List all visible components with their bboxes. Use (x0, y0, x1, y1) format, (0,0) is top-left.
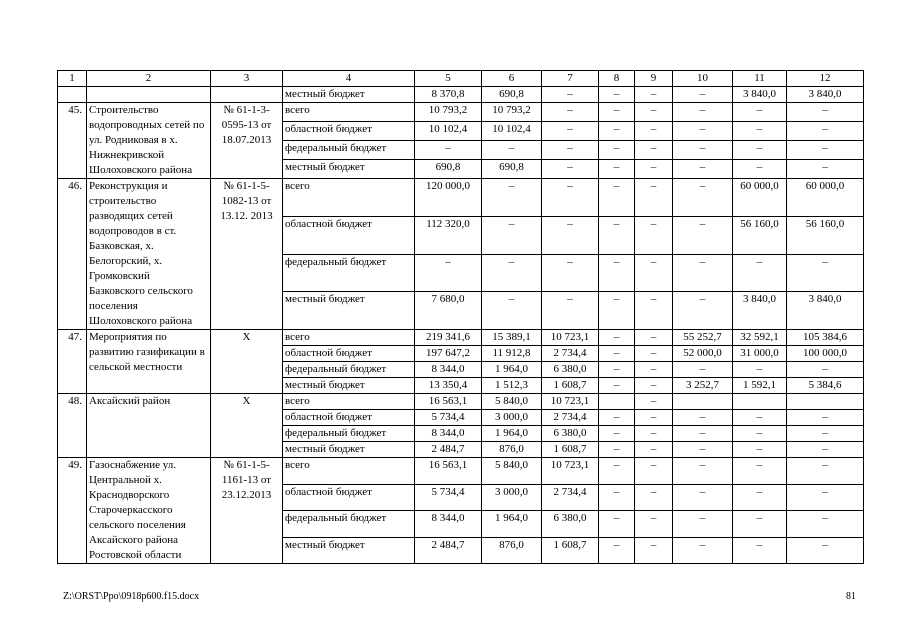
funding-source-cell: местный бюджет (283, 160, 415, 179)
value-cell: – (599, 484, 635, 511)
value-cell: – (635, 394, 673, 410)
document-cell (211, 87, 283, 103)
value-cell: 16 563,1 (415, 458, 482, 485)
object-name-cell: Аксайский район (87, 394, 211, 458)
value-cell: 8 344,0 (415, 362, 482, 378)
value-cell: – (787, 103, 864, 122)
column-header: 12 (787, 71, 864, 87)
value-cell: – (673, 410, 733, 426)
value-cell: – (599, 511, 635, 538)
value-cell: – (542, 87, 599, 103)
value-cell: – (599, 87, 635, 103)
value-cell: – (673, 292, 733, 330)
value-cell: – (733, 122, 787, 141)
value-cell: 8 344,0 (415, 511, 482, 538)
column-header: 7 (542, 71, 599, 87)
value-cell: 56 160,0 (733, 216, 787, 254)
value-cell: – (542, 141, 599, 160)
column-header: 2 (87, 71, 211, 87)
value-cell: – (635, 122, 673, 141)
funding-source-cell: местный бюджет (283, 537, 415, 564)
value-cell (733, 394, 787, 410)
value-cell: – (542, 216, 599, 254)
value-cell: – (482, 216, 542, 254)
value-cell: – (635, 537, 673, 564)
object-name-cell (87, 87, 211, 103)
column-header: 3 (211, 71, 283, 87)
row-number-cell: 48. (58, 394, 87, 458)
value-cell: 10 793,2 (482, 103, 542, 122)
value-cell: – (635, 216, 673, 254)
value-cell: 2 734,4 (542, 410, 599, 426)
value-cell: 1 512,3 (482, 378, 542, 394)
value-cell: 3 000,0 (482, 410, 542, 426)
value-cell: – (733, 362, 787, 378)
document-cell: № 61-1-5-1082-13 от 13.12. 2013 (211, 179, 283, 330)
value-cell: 1 608,7 (542, 537, 599, 564)
value-cell: 1 964,0 (482, 426, 542, 442)
funding-source-cell: всего (283, 179, 415, 217)
value-cell: – (733, 141, 787, 160)
value-cell (673, 394, 733, 410)
value-cell: – (599, 179, 635, 217)
value-cell: – (599, 346, 635, 362)
funding-source-cell: областной бюджет (283, 484, 415, 511)
funding-source-cell: федеральный бюджет (283, 511, 415, 538)
value-cell: – (787, 484, 864, 511)
table-row (58, 179, 864, 217)
value-cell: – (733, 160, 787, 179)
object-name-cell: Строительство водопроводных сетей по ул. Родниковая в х. Нижнекривской Шолоховского района (87, 103, 211, 179)
value-cell: – (787, 141, 864, 160)
value-cell: 2 734,4 (542, 346, 599, 362)
value-cell: 3 840,0 (733, 292, 787, 330)
value-cell: – (482, 292, 542, 330)
funding-source-cell: местный бюджет (283, 378, 415, 394)
value-cell: 1 964,0 (482, 362, 542, 378)
value-cell: – (415, 141, 482, 160)
value-cell: 3 840,0 (733, 87, 787, 103)
value-cell: 120 000,0 (415, 179, 482, 217)
object-name-cell: Мероприятия по развитию газификации в сельской местности (87, 330, 211, 394)
value-cell: 876,0 (482, 442, 542, 458)
value-cell: 8 344,0 (415, 426, 482, 442)
column-header: 8 (599, 71, 635, 87)
column-header: 1 (58, 71, 87, 87)
value-cell: – (733, 410, 787, 426)
value-cell: 60 000,0 (733, 179, 787, 217)
value-cell: 60 000,0 (787, 179, 864, 217)
funding-source-cell: местный бюджет (283, 292, 415, 330)
value-cell: – (599, 378, 635, 394)
value-cell: – (599, 330, 635, 346)
value-cell: – (733, 484, 787, 511)
value-cell: – (635, 346, 673, 362)
value-cell: 5 840,0 (482, 394, 542, 410)
value-cell: – (635, 179, 673, 217)
value-cell: 3 000,0 (482, 484, 542, 511)
value-cell: 876,0 (482, 537, 542, 564)
row-number-cell: 47. (58, 330, 87, 394)
value-cell: 690,8 (482, 160, 542, 179)
value-cell: – (635, 484, 673, 511)
value-cell: 6 380,0 (542, 362, 599, 378)
value-cell: 1 608,7 (542, 442, 599, 458)
value-cell: – (673, 426, 733, 442)
value-cell: – (787, 122, 864, 141)
value-cell: 15 389,1 (482, 330, 542, 346)
value-cell: – (542, 292, 599, 330)
funding-source-cell: всего (283, 458, 415, 485)
value-cell: 8 370,8 (415, 87, 482, 103)
column-header: 4 (283, 71, 415, 87)
value-cell: – (635, 362, 673, 378)
value-cell: – (733, 426, 787, 442)
value-cell: – (542, 103, 599, 122)
value-cell: – (635, 292, 673, 330)
value-cell: – (542, 160, 599, 179)
value-cell: – (787, 537, 864, 564)
funding-source-cell: всего (283, 394, 415, 410)
value-cell: – (542, 254, 599, 292)
funding-source-cell: всего (283, 330, 415, 346)
value-cell: 5 840,0 (482, 458, 542, 485)
value-cell (787, 394, 864, 410)
funding-source-cell: федеральный бюджет (283, 362, 415, 378)
value-cell: 1 964,0 (482, 511, 542, 538)
value-cell: – (635, 160, 673, 179)
funding-source-cell: всего (283, 103, 415, 122)
value-cell: – (733, 458, 787, 485)
column-header: 10 (673, 71, 733, 87)
column-header: 9 (635, 71, 673, 87)
value-cell: – (635, 511, 673, 538)
value-cell: – (673, 141, 733, 160)
funding-source-cell: областной бюджет (283, 410, 415, 426)
value-cell: – (673, 458, 733, 485)
value-cell: 32 592,1 (733, 330, 787, 346)
value-cell: – (482, 179, 542, 217)
value-cell: 52 000,0 (673, 346, 733, 362)
value-cell: – (673, 122, 733, 141)
document-cell: № 61-1-5-1161-13 от 23.12.2013 (211, 458, 283, 564)
value-cell: – (635, 378, 673, 394)
value-cell: 3 840,0 (787, 292, 864, 330)
funding-source-cell: федеральный бюджет (283, 426, 415, 442)
funding-source-cell: областной бюджет (283, 122, 415, 141)
value-cell: – (787, 362, 864, 378)
value-cell: 6 380,0 (542, 511, 599, 538)
funding-source-cell: областной бюджет (283, 346, 415, 362)
value-cell: 10 723,1 (542, 330, 599, 346)
value-cell: – (787, 442, 864, 458)
footer-page-number: 81 (846, 591, 856, 602)
row-number-cell: 45. (58, 103, 87, 179)
value-cell: 10 793,2 (415, 103, 482, 122)
value-cell: – (733, 511, 787, 538)
value-cell: – (635, 141, 673, 160)
value-cell: – (787, 160, 864, 179)
value-cell: – (673, 362, 733, 378)
value-cell: – (599, 442, 635, 458)
value-cell: – (733, 103, 787, 122)
value-cell: 219 341,6 (415, 330, 482, 346)
row-number-cell: 49. (58, 458, 87, 564)
value-cell: – (787, 254, 864, 292)
value-cell: 55 252,7 (673, 330, 733, 346)
value-cell: – (482, 254, 542, 292)
value-cell: 5 734,4 (415, 484, 482, 511)
value-cell: – (787, 511, 864, 538)
value-cell: 3 840,0 (787, 87, 864, 103)
table-row (58, 87, 864, 103)
object-name-cell: Реконструкция и строительство разводящих сетей водопроводов в ст. Базковская, х. Белогорский, х. Громковский Базковского сельского поселения Шолоховского района (87, 179, 211, 330)
value-cell: 100 000,0 (787, 346, 864, 362)
value-cell: – (733, 537, 787, 564)
value-cell: – (787, 410, 864, 426)
value-cell: – (673, 537, 733, 564)
row-number-cell (58, 87, 87, 103)
value-cell: 5 734,4 (415, 410, 482, 426)
value-cell: 197 647,2 (415, 346, 482, 362)
value-cell: – (599, 254, 635, 292)
value-cell: – (787, 426, 864, 442)
object-name-cell: Газоснабжение ул. Центральной х. Краснодворского Старочеркасского сельского поселения Аксайского района Ростовской области (87, 458, 211, 564)
value-cell: – (635, 330, 673, 346)
value-cell: – (673, 511, 733, 538)
value-cell: 10 723,1 (542, 458, 599, 485)
budget-table (57, 70, 864, 564)
value-cell: – (599, 458, 635, 485)
value-cell: 2 484,7 (415, 537, 482, 564)
value-cell: – (673, 484, 733, 511)
table-row (58, 394, 864, 410)
funding-source-cell: федеральный бюджет (283, 254, 415, 292)
value-cell: – (599, 292, 635, 330)
value-cell: – (599, 410, 635, 426)
value-cell: – (673, 442, 733, 458)
value-cell: 1 592,1 (733, 378, 787, 394)
funding-source-cell: областной бюджет (283, 216, 415, 254)
value-cell: – (673, 103, 733, 122)
value-cell: 690,8 (415, 160, 482, 179)
value-cell: – (787, 458, 864, 485)
value-cell: – (599, 216, 635, 254)
value-cell: – (599, 362, 635, 378)
value-cell: 6 380,0 (542, 426, 599, 442)
value-cell: 690,8 (482, 87, 542, 103)
value-cell: 11 912,8 (482, 346, 542, 362)
value-cell (599, 394, 635, 410)
value-cell: – (635, 458, 673, 485)
value-cell: – (673, 87, 733, 103)
column-header: 6 (482, 71, 542, 87)
document-cell: Х (211, 394, 283, 458)
value-cell: 2 484,7 (415, 442, 482, 458)
value-cell: – (415, 254, 482, 292)
value-cell: – (635, 103, 673, 122)
funding-source-cell: местный бюджет (283, 442, 415, 458)
value-cell: – (599, 426, 635, 442)
value-cell: 10 723,1 (542, 394, 599, 410)
value-cell: – (599, 537, 635, 564)
value-cell: – (599, 103, 635, 122)
value-cell: – (673, 179, 733, 217)
value-cell: 112 320,0 (415, 216, 482, 254)
value-cell: 1 608,7 (542, 378, 599, 394)
value-cell: – (635, 254, 673, 292)
value-cell: 16 563,1 (415, 394, 482, 410)
value-cell: 105 384,6 (787, 330, 864, 346)
value-cell: 5 384,6 (787, 378, 864, 394)
value-cell: – (673, 254, 733, 292)
value-cell: 7 680,0 (415, 292, 482, 330)
value-cell: 10 102,4 (482, 122, 542, 141)
value-cell: 3 252,7 (673, 378, 733, 394)
table-row (58, 458, 864, 485)
row-number-cell: 46. (58, 179, 87, 330)
value-cell: 10 102,4 (415, 122, 482, 141)
value-cell: – (673, 216, 733, 254)
document-cell: № 61-1-3-0595-13 от 18.07.2013 (211, 103, 283, 179)
value-cell: – (542, 179, 599, 217)
value-cell: – (635, 426, 673, 442)
value-cell: 2 734,4 (542, 484, 599, 511)
value-cell: – (635, 442, 673, 458)
footer-file-path: Z:\ORST\Ppo\0918p600.f15.docx (63, 591, 200, 602)
value-cell: – (733, 442, 787, 458)
value-cell: 13 350,4 (415, 378, 482, 394)
table-row (58, 330, 864, 346)
value-cell: – (599, 122, 635, 141)
value-cell: – (733, 254, 787, 292)
value-cell: – (673, 160, 733, 179)
table-header-row (58, 71, 864, 87)
column-header: 5 (415, 71, 482, 87)
document-cell: Х (211, 330, 283, 394)
funding-source-cell: местный бюджет (283, 87, 415, 103)
column-header: 11 (733, 71, 787, 87)
value-cell: – (599, 141, 635, 160)
value-cell: 31 000,0 (733, 346, 787, 362)
table-row (58, 103, 864, 122)
value-cell: – (635, 410, 673, 426)
value-cell: – (635, 87, 673, 103)
value-cell: – (482, 141, 542, 160)
value-cell: 56 160,0 (787, 216, 864, 254)
funding-source-cell: федеральный бюджет (283, 141, 415, 160)
value-cell: – (542, 122, 599, 141)
value-cell: – (599, 160, 635, 179)
